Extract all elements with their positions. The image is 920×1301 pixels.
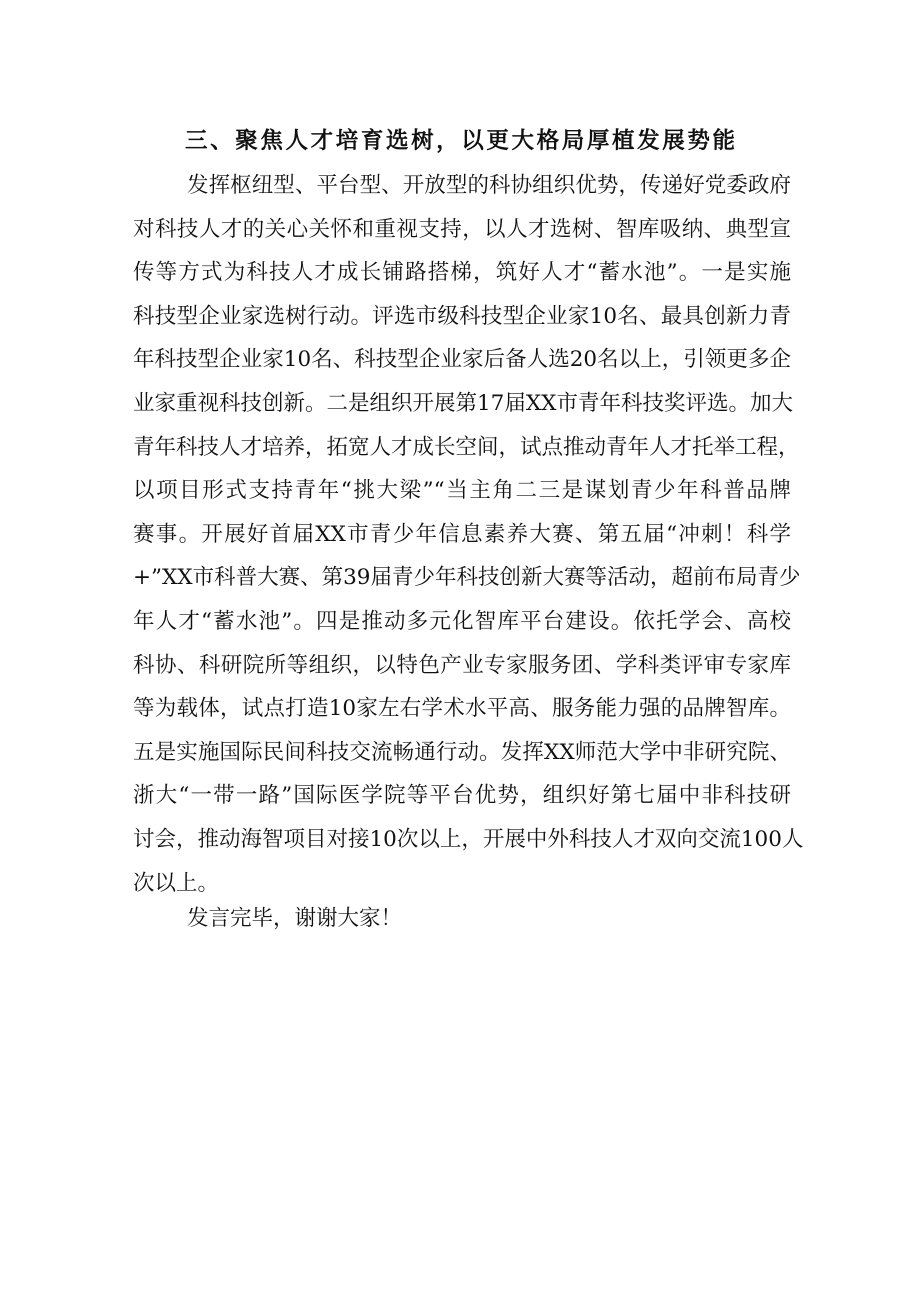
closing-line: 发言完毕，谢谢大家！ bbox=[187, 906, 403, 931]
paragraph-line: 对科技人才的关心关怀和重视支持，以人才选树、智库吸纳、典型宣 bbox=[133, 216, 791, 242]
paragraph-line: 青年科技人才培养，拓宽人才成长空间，试点推动青年人才托举工程， bbox=[133, 434, 800, 460]
paragraph-line: 讨会，推动海智项目对接10次以上，开展中外科技人才双向交流100人 bbox=[133, 826, 804, 852]
paragraph-line: +”XX市科普大赛、第39届青少年科技创新大赛等活动，超前布局青少 bbox=[133, 565, 801, 591]
paragraph-line: 传等方式为科技人才成长铺路搭梯，筑好人才“蓄水池”。一是实施 bbox=[133, 260, 791, 286]
paragraph-line: 科技型企业家选树行动。评选市级科技型企业家10名、最具创新力青 bbox=[133, 303, 791, 329]
paragraph-line: 五是实施国际民间科技交流畅通行动。发挥XX师范大学中非研究院、 bbox=[133, 739, 791, 765]
closing-paragraph bbox=[133, 897, 791, 941]
paragraph-line: 科协、科研院所等组织，以特色产业专家服务团、学科类评审专家库 bbox=[133, 652, 791, 678]
paragraph-line: 业家重视科技创新。二是组织开展第17届XX市青年科技奖评选。加大 bbox=[133, 390, 793, 416]
paragraph-line: 发挥枢纽型、平台型、开放型的科协组织优势，传递好党委政府 bbox=[187, 173, 791, 198]
section-heading: 三、聚焦人才培育选树，以更大格局厚植发展势能 bbox=[185, 128, 735, 154]
paragraph-line: 浙大“一带一路”国际医学院等平台优势，组织好第七届中非科技研 bbox=[133, 783, 791, 809]
paragraph-line: 年科技型企业家10名、科技型企业家后备人选20名以上，引领更多企 bbox=[133, 347, 791, 373]
paragraph-line: 等为载体，试点打造10家左右学术水平高、服务能力强的品牌智库。 bbox=[133, 696, 791, 722]
paragraph-line: 赛事。开展好首届XX市青少年信息素养大赛、第五届“冲刺！科学 bbox=[133, 521, 791, 547]
paragraph-line: 以项目形式支持青年“挑大梁”“当主角二三是谋划青少年科普品牌 bbox=[133, 478, 791, 504]
paragraph-line: 次以上。 bbox=[133, 870, 220, 896]
paragraph-line: 年人才“蓄水池”。四是推动多元化智库平台建设。依托学会、高校 bbox=[133, 608, 791, 634]
body-paragraph bbox=[133, 164, 804, 905]
